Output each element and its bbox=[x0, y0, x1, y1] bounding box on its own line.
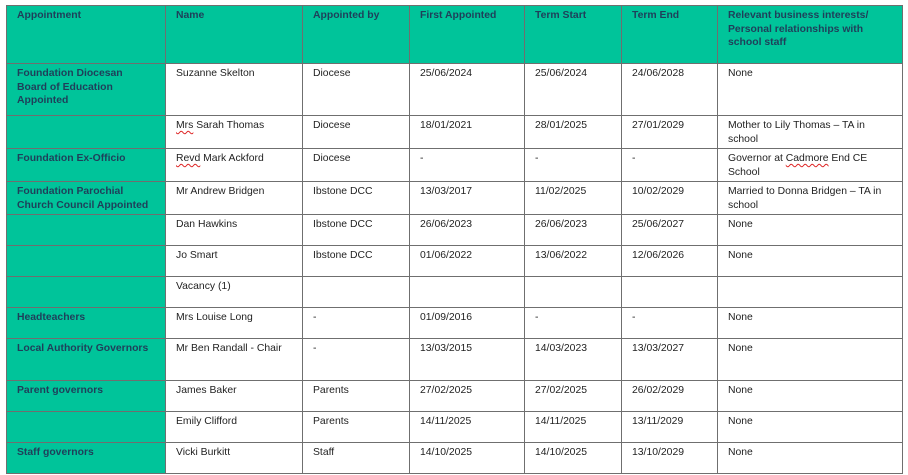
first-appointed-cell: 14/11/2025 bbox=[410, 412, 525, 443]
name-cell: Emily Clifford bbox=[166, 412, 303, 443]
interests-cell: None bbox=[718, 443, 903, 474]
first-appointed-cell: - bbox=[410, 149, 525, 182]
name-prefix: Mrs bbox=[176, 120, 194, 131]
name-cell: Jo Smart bbox=[166, 246, 303, 277]
term-end-cell: - bbox=[622, 308, 718, 339]
first-appointed-cell: 25/06/2024 bbox=[410, 64, 525, 116]
interests-cell: None bbox=[718, 381, 903, 412]
term-start-cell: 14/11/2025 bbox=[525, 412, 622, 443]
term-end-cell bbox=[622, 277, 718, 308]
table-row bbox=[7, 182, 903, 215]
name-cell: Dan Hawkins bbox=[166, 215, 303, 246]
header-appointment: Appointment bbox=[7, 6, 166, 64]
interests-pre: Governor at bbox=[728, 153, 786, 164]
category-cell: Staff governors bbox=[7, 443, 166, 474]
table-row bbox=[7, 412, 903, 443]
term-start-cell: 14/10/2025 bbox=[525, 443, 622, 474]
table-row bbox=[7, 246, 903, 277]
name-cell: James Baker bbox=[166, 381, 303, 412]
appointed-by-cell: - bbox=[303, 339, 410, 381]
first-appointed-cell bbox=[410, 277, 525, 308]
first-appointed-cell: 13/03/2017 bbox=[410, 182, 525, 215]
name-cell: Vacancy (1) bbox=[166, 277, 303, 308]
first-appointed-cell: 14/10/2025 bbox=[410, 443, 525, 474]
interests-cell: None bbox=[718, 412, 903, 443]
interests-cell: None bbox=[718, 308, 903, 339]
name-rest: Sarah Thomas bbox=[193, 120, 265, 131]
name-cell: Mrs Louise Long bbox=[166, 308, 303, 339]
name-cell: Vicki Burkitt bbox=[166, 443, 303, 474]
category-cell bbox=[7, 246, 166, 277]
interests-post: End CE School bbox=[728, 153, 868, 178]
category-cell bbox=[7, 412, 166, 443]
interests-cell bbox=[718, 149, 903, 182]
term-end-cell: 27/01/2029 bbox=[622, 116, 718, 149]
interests-cell: None bbox=[718, 246, 903, 277]
interests-cell: Mother to Lily Thomas – TA in school bbox=[718, 116, 903, 149]
header-appointed-by: Appointed by bbox=[303, 6, 410, 64]
name-prefix: Revd bbox=[176, 153, 201, 164]
term-start-cell: - bbox=[525, 308, 622, 339]
header-name: Name bbox=[166, 6, 303, 64]
term-end-cell: 13/10/2029 bbox=[622, 443, 718, 474]
interests-mark: Cadmore bbox=[785, 153, 829, 164]
header-term-end: Term End bbox=[622, 6, 718, 64]
first-appointed-cell: 13/03/2015 bbox=[410, 339, 525, 381]
category-cell: Parent governors bbox=[7, 381, 166, 412]
first-appointed-cell: 01/09/2016 bbox=[410, 308, 525, 339]
header-term-start: Term Start bbox=[525, 6, 622, 64]
first-appointed-cell: 01/06/2022 bbox=[410, 246, 525, 277]
category-cell bbox=[7, 277, 166, 308]
term-end-cell: 13/03/2027 bbox=[622, 339, 718, 381]
term-start-cell: 13/06/2022 bbox=[525, 246, 622, 277]
appointed-by-cell bbox=[303, 277, 410, 308]
appointed-by-cell: Staff bbox=[303, 443, 410, 474]
table-row bbox=[7, 308, 903, 339]
interests-cell: None bbox=[718, 215, 903, 246]
table-row bbox=[7, 149, 903, 182]
category-cell bbox=[7, 116, 166, 149]
term-end-cell: - bbox=[622, 149, 718, 182]
interests-cell: Married to Donna Bridgen – TA in school bbox=[718, 182, 903, 215]
appointed-by-cell: Ibstone DCC bbox=[303, 215, 410, 246]
header-first-appointed: First Appointed bbox=[410, 6, 525, 64]
term-start-cell: 27/02/2025 bbox=[525, 381, 622, 412]
table-row bbox=[7, 116, 903, 149]
appointed-by-cell: Diocese bbox=[303, 149, 410, 182]
category-cell: Foundation Parochial Church Council Appointed bbox=[7, 182, 166, 215]
term-start-cell: 11/02/2025 bbox=[525, 182, 622, 215]
interests-cell: None bbox=[718, 64, 903, 116]
appointed-by-cell: Ibstone DCC bbox=[303, 246, 410, 277]
category-cell: Headteachers bbox=[7, 308, 166, 339]
name-rest: Mark Ackford bbox=[200, 153, 264, 164]
term-end-cell: 25/06/2027 bbox=[622, 215, 718, 246]
header-interests: Relevant business interests/ Personal relationships with school staff bbox=[718, 6, 903, 64]
term-end-cell: 12/06/2026 bbox=[622, 246, 718, 277]
term-end-cell: 26/02/2029 bbox=[622, 381, 718, 412]
name-cell: Suzanne Skelton bbox=[166, 64, 303, 116]
category-cell: Local Authority Governors bbox=[7, 339, 166, 381]
category-cell bbox=[7, 215, 166, 246]
name-cell bbox=[166, 149, 303, 182]
term-start-cell: 26/06/2023 bbox=[525, 215, 622, 246]
category-cell: Foundation Diocesan Board of Education Appointed bbox=[7, 64, 166, 116]
appointed-by-cell: - bbox=[303, 308, 410, 339]
appointed-by-cell: Diocese bbox=[303, 64, 410, 116]
term-start-cell bbox=[525, 277, 622, 308]
first-appointed-cell: 26/06/2023 bbox=[410, 215, 525, 246]
term-end-cell: 24/06/2028 bbox=[622, 64, 718, 116]
table-row bbox=[7, 215, 903, 246]
appointed-by-cell: Diocese bbox=[303, 116, 410, 149]
header-row bbox=[7, 6, 903, 64]
appointed-by-cell: Parents bbox=[303, 381, 410, 412]
name-cell: Mr Ben Randall - Chair bbox=[166, 339, 303, 381]
category-cell: Foundation Ex-Officio bbox=[7, 149, 166, 182]
term-start-cell: - bbox=[525, 149, 622, 182]
table-row bbox=[7, 339, 903, 381]
term-start-cell: 25/06/2024 bbox=[525, 64, 622, 116]
appointed-by-cell: Parents bbox=[303, 412, 410, 443]
table-row bbox=[7, 64, 903, 116]
term-end-cell: 10/02/2029 bbox=[622, 182, 718, 215]
name-cell: Mr Andrew Bridgen bbox=[166, 182, 303, 215]
table-row bbox=[7, 381, 903, 412]
term-start-cell: 14/03/2023 bbox=[525, 339, 622, 381]
governors-table-wrapper bbox=[6, 5, 902, 474]
term-end-cell: 13/11/2029 bbox=[622, 412, 718, 443]
interests-cell: None bbox=[718, 339, 903, 381]
first-appointed-cell: 18/01/2021 bbox=[410, 116, 525, 149]
appointed-by-cell: Ibstone DCC bbox=[303, 182, 410, 215]
table-row bbox=[7, 443, 903, 474]
term-start-cell: 28/01/2025 bbox=[525, 116, 622, 149]
name-cell bbox=[166, 116, 303, 149]
interests-cell bbox=[718, 277, 903, 308]
first-appointed-cell: 27/02/2025 bbox=[410, 381, 525, 412]
governors-table bbox=[6, 5, 903, 474]
table-row bbox=[7, 277, 903, 308]
